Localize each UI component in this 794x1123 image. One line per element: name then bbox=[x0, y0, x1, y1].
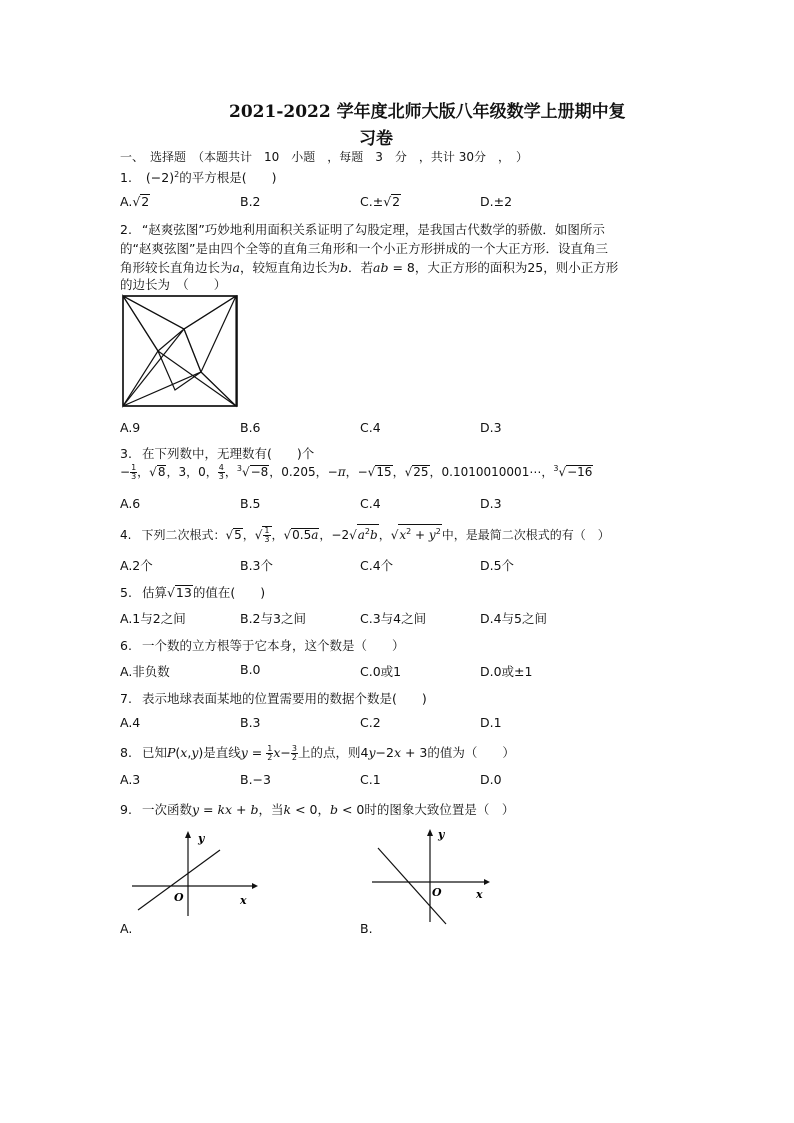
question-6: 6. 一个数的立方根等于它本身，这个数是（ ） bbox=[120, 638, 405, 653]
q6-option-c: C.0或1 bbox=[360, 664, 402, 679]
question-4: 4. 下列二次根式：√5，√ $\frac{1}{3}$ ，√0.5a，$-2√a^2b$，$√x^2 + y^2$中，是最简二次根式的有（ ） bbox=[120, 526, 610, 544]
q1-option-d: D.±2 bbox=[480, 194, 513, 209]
graph-option-b bbox=[370, 826, 494, 926]
q8-option-d: D.0 bbox=[480, 772, 502, 787]
page-title-line1: 2021-2022 学年度北师大版八年级数学上册期中复 bbox=[229, 102, 626, 122]
y-axis-arrow bbox=[427, 829, 433, 836]
q5-option-b: B.2与3之间 bbox=[240, 611, 306, 626]
q3-option-c: C.4 bbox=[360, 496, 381, 511]
question-3: 3. 在下列数中，无理数有( )个 bbox=[120, 446, 315, 461]
question-7: 7. 表示地球表面某地的位置需要用的数据个数是( ) bbox=[120, 691, 427, 706]
section-header: 一、 选择题 （本题共计 10 小题 ，每题 3 分 ，共计 30分 ， ） bbox=[120, 150, 528, 164]
svg-text:y: y bbox=[438, 828, 445, 841]
question-2-line-2: 的“赵爽弦图”是由四个全等的直角三角形和一个小正方形拼成的一个大正方形．设直角三 bbox=[120, 241, 608, 256]
q5-option-d: D.4与5之间 bbox=[480, 611, 548, 626]
x-axis-arrow bbox=[484, 879, 490, 885]
q5-option-c: C.3与4之间 bbox=[360, 611, 427, 626]
y-axis-arrow bbox=[185, 831, 191, 838]
q7-option-c: C.2 bbox=[360, 715, 381, 730]
q1-option-c: C.±√2 bbox=[360, 194, 401, 209]
q7-option-a: A.4 bbox=[120, 715, 141, 730]
question-2-line-1: 2. “赵爽弦图”巧妙地利用面积关系证明了勾股定理，是我国古代数学的骄傲．如图所示 bbox=[120, 222, 605, 237]
q8-option-a: A.3 bbox=[120, 772, 141, 787]
page-title-line2: 习卷 bbox=[359, 129, 393, 149]
graph-option-a bbox=[130, 828, 260, 918]
q1-option-a: A.√2 bbox=[120, 194, 150, 209]
q4-option-b: B.3个 bbox=[240, 558, 274, 573]
q2-option-b: B.6 bbox=[240, 420, 261, 435]
q1-option-b: B.2 bbox=[240, 194, 261, 209]
q8-option-c: C.1 bbox=[360, 772, 381, 787]
svg-text:O: O bbox=[174, 891, 184, 904]
q4-option-a: A.2个 bbox=[120, 558, 153, 573]
q8-option-b: B.−3 bbox=[240, 772, 271, 787]
svg-text:O: O bbox=[432, 886, 442, 899]
q3-option-b: B.5 bbox=[240, 496, 261, 511]
q7-option-b: B.3 bbox=[240, 715, 261, 730]
q6-option-a: A.非负数 bbox=[120, 664, 170, 679]
triangle-top bbox=[123, 296, 236, 329]
question-1: 1. $(-2)^2$的平方根是( ) bbox=[120, 169, 277, 185]
question-2-line-3: 角形较长直角边长为a，较短直角边长为b．若ab = 8，大正方形的面积为25，则小正方形 bbox=[120, 260, 619, 275]
q7-option-d: D.1 bbox=[480, 715, 502, 730]
q3-option-d: D.3 bbox=[480, 496, 502, 511]
svg-text:x: x bbox=[240, 894, 247, 907]
q4-option-d: D.5个 bbox=[480, 558, 515, 573]
q2-option-c: C.4 bbox=[360, 420, 381, 435]
x-axis-arrow bbox=[252, 883, 258, 889]
zhao-shuang-diagram bbox=[120, 293, 240, 409]
question-number: 1. bbox=[120, 170, 132, 185]
q5-option-a: A.1与2之间 bbox=[120, 611, 186, 626]
question-5: 5. 估算√13的值在( ) bbox=[120, 585, 266, 600]
q2-option-d: D.3 bbox=[480, 420, 502, 435]
q6-option-d: D.0或±1 bbox=[480, 664, 533, 679]
question-3-numbers: − $\frac{1}{3}$ ，√8，3，0， $\frac{4}{3}$ ，$^3$√−8，0.205，−π，−√15，√25，0.1010010001⋯，$^3$√−16 bbox=[120, 463, 593, 481]
q6-option-b: B.0 bbox=[240, 662, 261, 677]
triangle-bottom bbox=[123, 372, 236, 406]
question-2-line-4: 的边长为 （ ） bbox=[120, 277, 227, 292]
svg-text:y: y bbox=[198, 832, 205, 845]
q2-option-a: A.9 bbox=[120, 420, 141, 435]
q3-option-a: A.6 bbox=[120, 496, 141, 511]
q4-option-c: C.4个 bbox=[360, 558, 394, 573]
question-8: 8. 已知P(x,y)是直线y = $\frac{1}{2}$ x− $\frac{3}{2}$ 上的点，则4y−2x + 3的值为（ ） bbox=[120, 744, 515, 762]
question-9: 9. 一次函数y = kx + b，当k < 0，b < 0时的图象大致位置是（ ） bbox=[120, 802, 515, 817]
svg-text:x: x bbox=[476, 888, 483, 901]
q9-option-a: A. bbox=[120, 921, 133, 936]
q9-option-b: B. bbox=[360, 921, 373, 936]
